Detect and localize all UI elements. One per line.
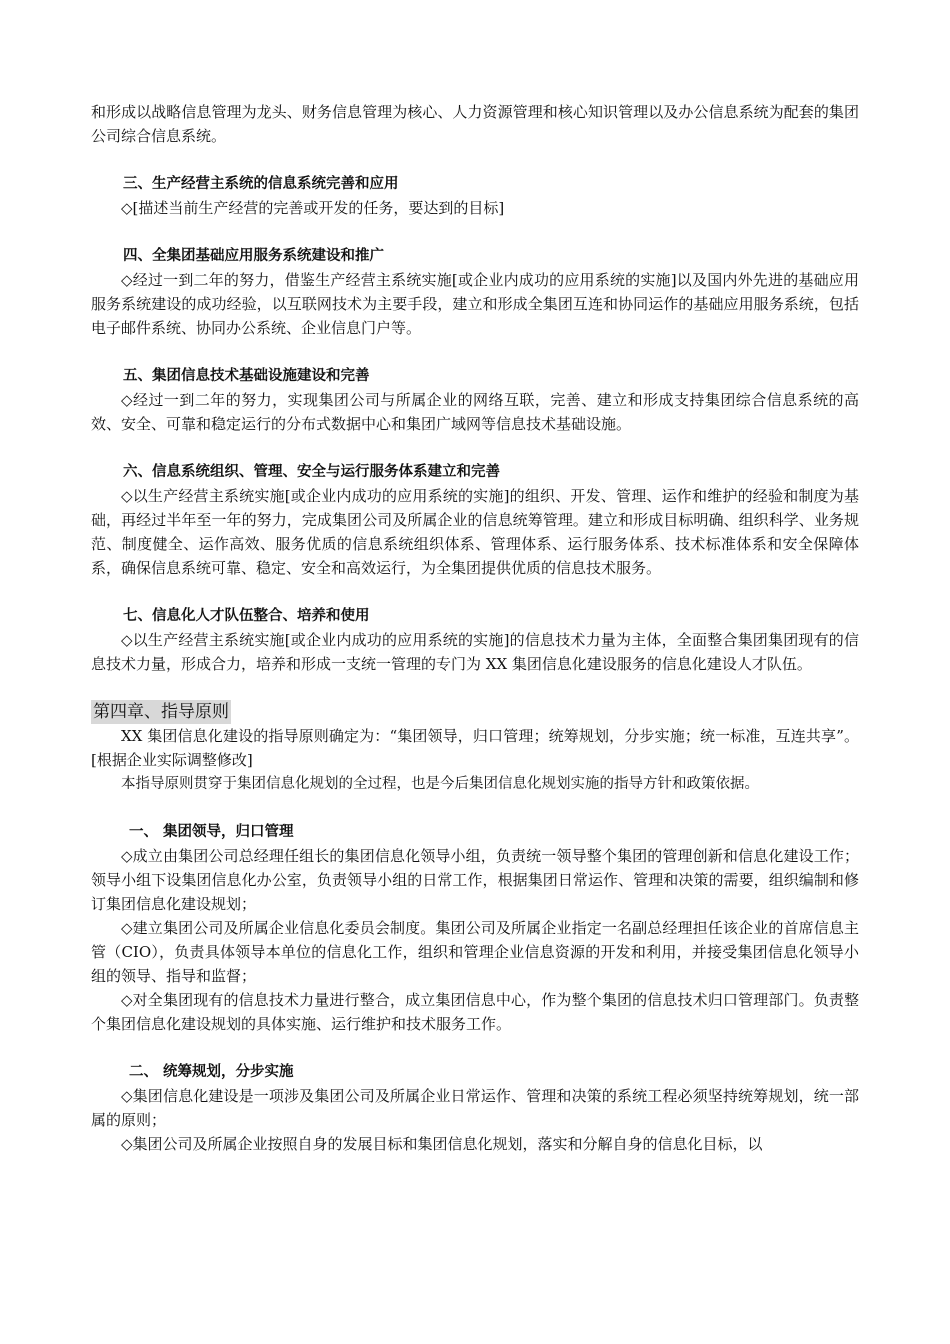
- chapter-4-intro-2: 本指导原则贯穿于集团信息化规划的全过程，也是今后集团信息化规划实施的指导方针和政策依据。: [121, 776, 759, 792]
- section-5-heading: 五、集团信息技术基础设施建设和完善: [123, 368, 370, 384]
- intro-continuation: 和形成以战略信息管理为龙头、财务信息管理为核心、人力资源管理和核心知识管理以及办公信息系统为配套的集团公司综合信息系统。: [91, 103, 859, 145]
- section-5-body: ◇经过一到二年的努力，实现集团公司与所属企业的网络互联，完善、建立和形成支持集团综合信息系统的高效、安全、可靠和稳定运行的分布式数据中心和集团广域网等信息技术基础设施。: [91, 391, 859, 433]
- principle-2-heading: 二、 统筹规划，分步实施: [129, 1064, 294, 1080]
- principle-2-item: ◇集团信息化建设是一项涉及集团公司及所属企业日常运作、管理和决策的系统工程必须坚持统筹规划，统一部属的原则；: [91, 1087, 859, 1129]
- principle-1-item: ◇建立集团公司及所属企业信息化委员会制度。集团公司及所属企业指定一名副总经理担任该企业的首席信息主管（CIO），负责具体领导本单位的信息化工作，组织和管理企业信息资源的开发和利用，并接受集团信息化领导小组的领导、指导和监督；: [91, 919, 859, 985]
- section-7-body: ◇以生产经营主系统实施[或企业内成功的应用系统的实施]的信息技术力量为主体，全面整合集团集团现有的信息技术力量，形成合力，培养和形成一支统一管理的专门为 XX 集团信息化建设服务的信息化建设人才队伍。: [91, 631, 859, 673]
- principle-1-item: ◇成立由集团公司总经理任组长的集团信息化领导小组，负责统一领导整个集团的管理创新和信息化建设工作；领导小组下设集团信息化办公室，负责领导小组的日常工作，根据集团日常运作、管理和决策的需要，组织编制和修订集团信息化建设规划；: [91, 847, 859, 913]
- section-6-body: ◇以生产经营主系统实施[或企业内成功的应用系统的实施]的组织、开发、管理、运作和维护的经验和制度为基础，再经过半年至一年的努力，完成集团公司及所属企业的信息统筹管理。建立和形成目标明确、组织科学、业务规范、制度健全、运作高效、服务优质的信息系统组织体系、管理体系、运行服务体系、技术标准体系和安全保障体系，确保信息系统可靠、稳定、安全和高效运行，为全集团提供优质的信息技术服务。: [91, 487, 859, 577]
- chapter-4-title: 第四章、指导原则: [93, 702, 229, 722]
- section-3-heading: 三、生产经营主系统的信息系统完善和应用: [123, 176, 399, 192]
- document-content: [91, 100, 859, 1156]
- section-4-body: ◇经过一到二年的努力，借鉴生产经营主系统实施[或企业内成功的应用系统的实施]以及国内外先进的基础应用服务系统建设的成功经验，以互联网技术为主要手段，建立和形成全集团互连和协同运作的基础应用服务系统，包括电子邮件系统、协同办公系统、企业信息门户等。: [91, 271, 859, 337]
- chapter-4-intro-1: XX 集团信息化建设的指导原则确定为：“集团领导，归口管理；统筹规划，分步实施；统一标准，互连共享”。[根据企业实际调整修改]: [91, 727, 859, 769]
- section-3-body: ◇[描述当前生产经营的完善或开发的任务，要达到的目标]: [121, 199, 505, 217]
- section-6-heading: 六、信息系统组织、管理、安全与运行服务体系建立和完善: [123, 464, 500, 480]
- section-4-heading: 四、全集团基础应用服务系统建设和推广: [123, 248, 384, 264]
- principle-2-item: ◇集团公司及所属企业按照自身的发展目标和集团信息化规划，落实和分解自身的信息化目标，以: [121, 1135, 763, 1153]
- chapter-4-title-line: [91, 700, 859, 724]
- section-7-heading: 七、信息化人才队伍整合、培养和使用: [123, 608, 370, 624]
- principle-1-heading: 一、 集团领导，归口管理: [129, 824, 294, 840]
- principle-1-item: ◇对全集团现有的信息技术力量进行整合，成立集团信息中心，作为整个集团的信息技术归口管理部门。负责整个集团信息化建设规划的具体实施、运行维护和技术服务工作。: [91, 991, 859, 1033]
